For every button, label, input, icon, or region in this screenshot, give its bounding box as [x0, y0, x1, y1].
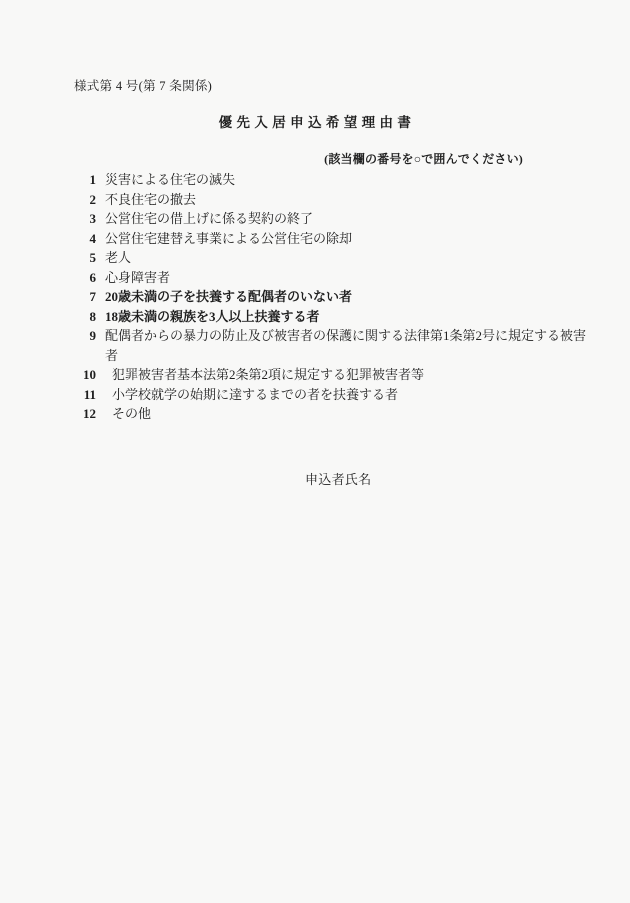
reason-item-text: 小学校就学の始期に達するまでの者を扶養する者	[112, 386, 399, 402]
reason-list-item	[74, 209, 592, 229]
reason-item-number: 9	[89, 328, 96, 343]
reason-list-item	[74, 365, 592, 385]
reason-item-number: 1	[89, 172, 96, 187]
reason-item-number: 5	[89, 250, 96, 265]
reason-list-item	[74, 229, 592, 249]
reason-item-number: 8	[89, 308, 96, 324]
reason-item-text: 犯罪被害者基本法第2条第2項に規定する犯罪被害者等	[112, 367, 425, 382]
reason-list	[74, 170, 592, 424]
reason-list-item	[74, 404, 592, 424]
reason-item-text: 公営住宅の借上げに係る契約の終了	[105, 211, 314, 226]
reason-item-number: 12	[83, 406, 96, 421]
reason-item-number: 11	[83, 386, 96, 402]
reason-item-number: 6	[89, 269, 96, 285]
reason-item-text: 心身障害者	[105, 269, 171, 285]
reason-list-item	[74, 248, 592, 268]
reason-item-text: 老人	[105, 250, 132, 265]
reason-item-text: 災害による住宅の滅失	[105, 172, 236, 187]
reason-item-text: 18歳未満の親族を3人以上扶養する者	[105, 308, 320, 324]
applicant-name-label: 申込者氏名	[305, 472, 372, 487]
reason-item-text: その他	[112, 406, 152, 421]
reason-item-number: 7	[89, 289, 96, 304]
reason-list-item	[74, 326, 592, 365]
circle-number-instruction: (該当欄の番号を○で囲んでください)	[324, 152, 523, 166]
reason-item-number: 2	[89, 191, 96, 207]
reason-item-text: 公営住宅建替え事業による公営住宅の除却	[105, 230, 353, 246]
reason-item-number: 10	[83, 367, 96, 382]
reason-item-number: 4	[89, 230, 96, 246]
reason-item-text: 配偶者からの暴力の防止及び被害者の保護に関する法律第1条第2号に規定する被害者	[105, 328, 587, 363]
form-title: 優 先 入 居 申 込 希 望 理 由 書	[218, 115, 412, 130]
reason-list-item	[74, 170, 592, 190]
reason-list-item	[74, 287, 592, 307]
reason-list-item	[74, 190, 592, 210]
form-code-label: 様式第 4 号(第 7 条関係)	[74, 79, 213, 93]
reason-item-number: 3	[89, 211, 96, 226]
reason-list-item	[74, 268, 592, 288]
reason-list-item	[74, 385, 592, 405]
reason-item-text: 不良住宅の撤去	[105, 191, 197, 207]
reason-list-item	[74, 307, 592, 327]
reason-item-text: 20歳未満の子を扶養する配偶者のいない者	[105, 289, 353, 304]
